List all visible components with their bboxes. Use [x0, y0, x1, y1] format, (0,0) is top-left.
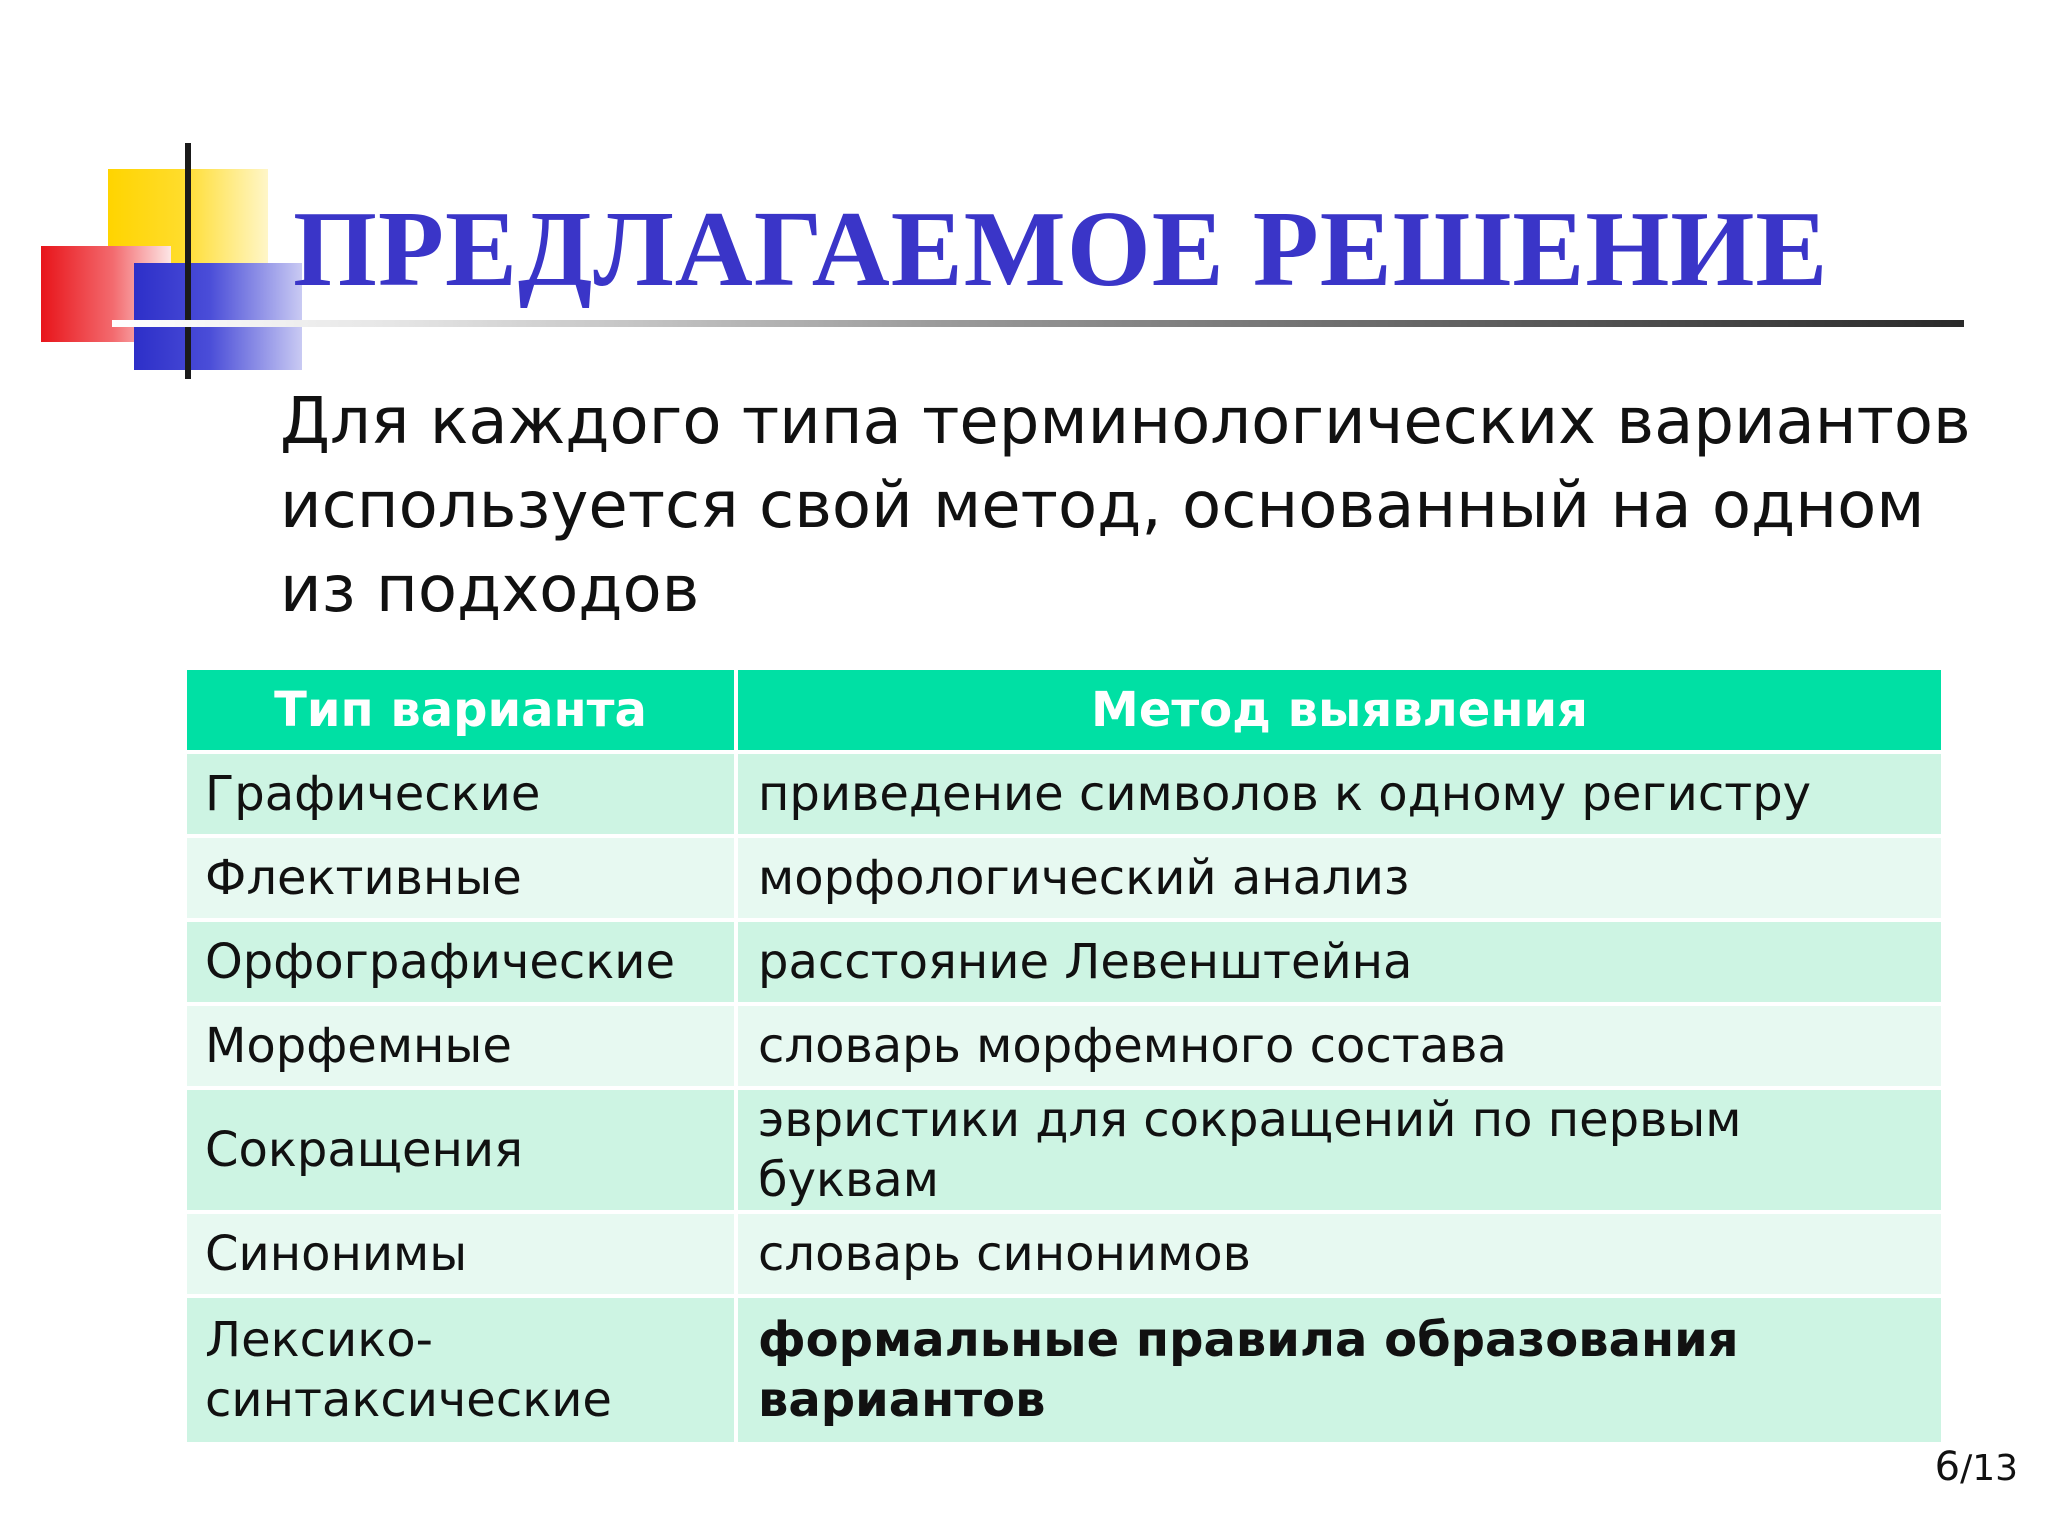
intro-text: Для каждого типа терминологических вариантов используется свой метод, основанный на одном из подходов [280, 385, 1971, 627]
variant-type-cell: Лексико-синтаксические [187, 1296, 736, 1444]
page-total: /13 [1960, 1448, 2018, 1489]
slide-title: ПРЕДЛАГАЕМОЕ РЕШЕНИЕ [293, 190, 1829, 309]
table-header-row [187, 670, 1941, 752]
variant-type-cell: Синонимы [187, 1212, 736, 1296]
table-row [187, 836, 1941, 920]
method-cell: словарь синонимов [736, 1212, 1941, 1296]
method-cell: словарь морфемного состава [736, 1004, 1941, 1088]
method-cell: морфологический анализ [736, 836, 1941, 920]
table-row [187, 1088, 1941, 1212]
table-row [187, 1004, 1941, 1088]
header-detection-method: Метод выявления [736, 670, 1941, 752]
header-variant-type: Тип варианта [187, 670, 736, 752]
decor-blue-square [134, 263, 302, 370]
decor-vertical-line [185, 143, 191, 379]
method-cell: формальные правила образования вариантов [736, 1296, 1941, 1444]
variants-table [187, 670, 1941, 1446]
title-underline [112, 320, 1964, 327]
method-cell: эвристики для сокращений по первым буквам [736, 1088, 1941, 1212]
variant-type-cell: Орфографические [187, 920, 736, 1004]
method-cell: приведение символов к одному регистру [736, 752, 1941, 836]
table-row [187, 1212, 1941, 1296]
variant-type-cell: Морфемные [187, 1004, 736, 1088]
page-number [1935, 1444, 2018, 1490]
page-current: 6 [1934, 1444, 1961, 1490]
variant-type-cell: Графические [187, 752, 736, 836]
variant-type-cell: Флективные [187, 836, 736, 920]
variant-type-cell: Сокращения [187, 1088, 736, 1212]
table-row [187, 1296, 1941, 1444]
method-cell: расстояние Левенштейна [736, 920, 1941, 1004]
table-row [187, 752, 1941, 836]
table-row [187, 920, 1941, 1004]
